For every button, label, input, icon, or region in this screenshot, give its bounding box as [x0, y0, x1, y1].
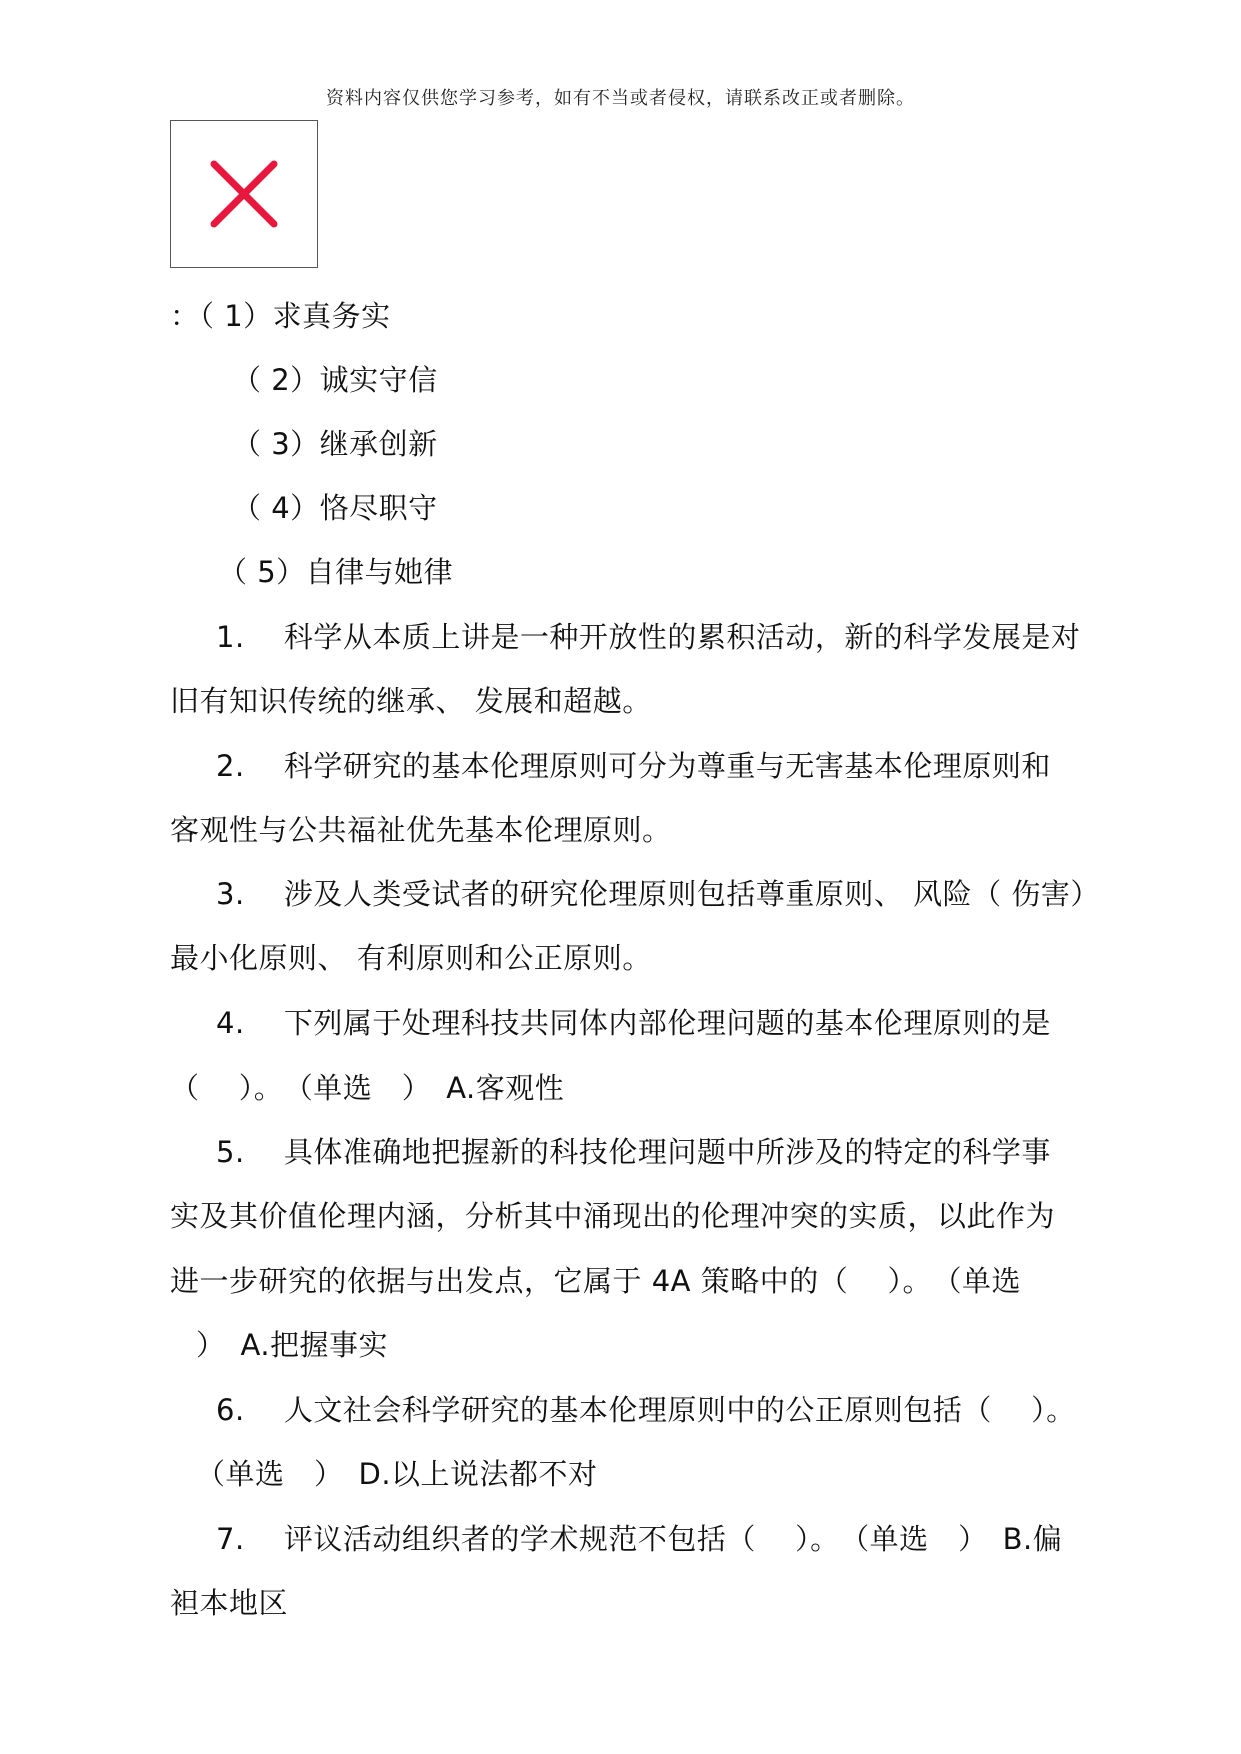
item-4-line-1: 4. 下列属于处理科技共同体内部伦理问题的基本伦理原则的是 [216, 1006, 1051, 1040]
principle-4: （ 4）恪尽职守 [232, 491, 438, 525]
principle-2: （ 2）诚实守信 [232, 363, 438, 397]
item-5-line-4: ） A.把握事实 [196, 1328, 389, 1362]
item-3-line-2: 最小化原则、 有利原则和公正原则。 [170, 941, 652, 975]
principle-3: （ 3）继承创新 [232, 427, 438, 461]
item-1-line-1: 1. 科学从本质上讲是一种开放性的累积活动，新的科学发展是对 [216, 620, 1081, 654]
item-3-line-1: 3. 涉及人类受试者的研究伦理原则包括尊重原则、 风险（ 伤害） [216, 877, 1100, 911]
principle-5: （ 5）自律与她律 [218, 555, 454, 589]
item-4-line-2: （ ）。 （单选 ） A.客观性 [170, 1071, 565, 1105]
item-6-line-1: 6. 人文社会科学研究的基本伦理原则中的公正原则包括（ ）。 [216, 1393, 1076, 1427]
broken-image-x-icon [171, 121, 317, 267]
item-7-line-2: 袒本地区 [170, 1586, 289, 1620]
item-5-line-3: 进一步研究的依据与出发点，它属于 4A 策略中的（ ）。 （单选 [170, 1264, 1021, 1298]
item-6-line-2: （单选 ） D.以上说法都不对 [196, 1457, 598, 1491]
item-5-line-1: 5. 具体准确地把握新的科技伦理问题中所涉及的特定的科学事 [216, 1135, 1051, 1169]
disclaimer-header: 资料内容仅供您学习参考，如有不当或者侵权，请联系改正或者删除。 [326, 88, 915, 109]
broken-image-placeholder [170, 120, 318, 268]
item-2-line-2: 客观性与公共福祉优先基本伦理原则。 [170, 813, 672, 847]
item-7-line-1: 7. 评议活动组织者的学术规范不包括（ ）。 （单选 ） B.偏 [216, 1522, 1063, 1556]
item-1-line-2: 旧有知识传统的继承、 发展和超越。 [170, 684, 652, 718]
principle-1: ：（ 1）求真务实 [170, 299, 391, 333]
item-5-line-2: 实及其价值伦理内涵，分析其中涌现出的伦理冲突的实质，以此作为 [170, 1199, 1056, 1233]
item-2-line-1: 2. 科学研究的基本伦理原则可分为尊重与无害基本伦理原则和 [216, 749, 1051, 783]
